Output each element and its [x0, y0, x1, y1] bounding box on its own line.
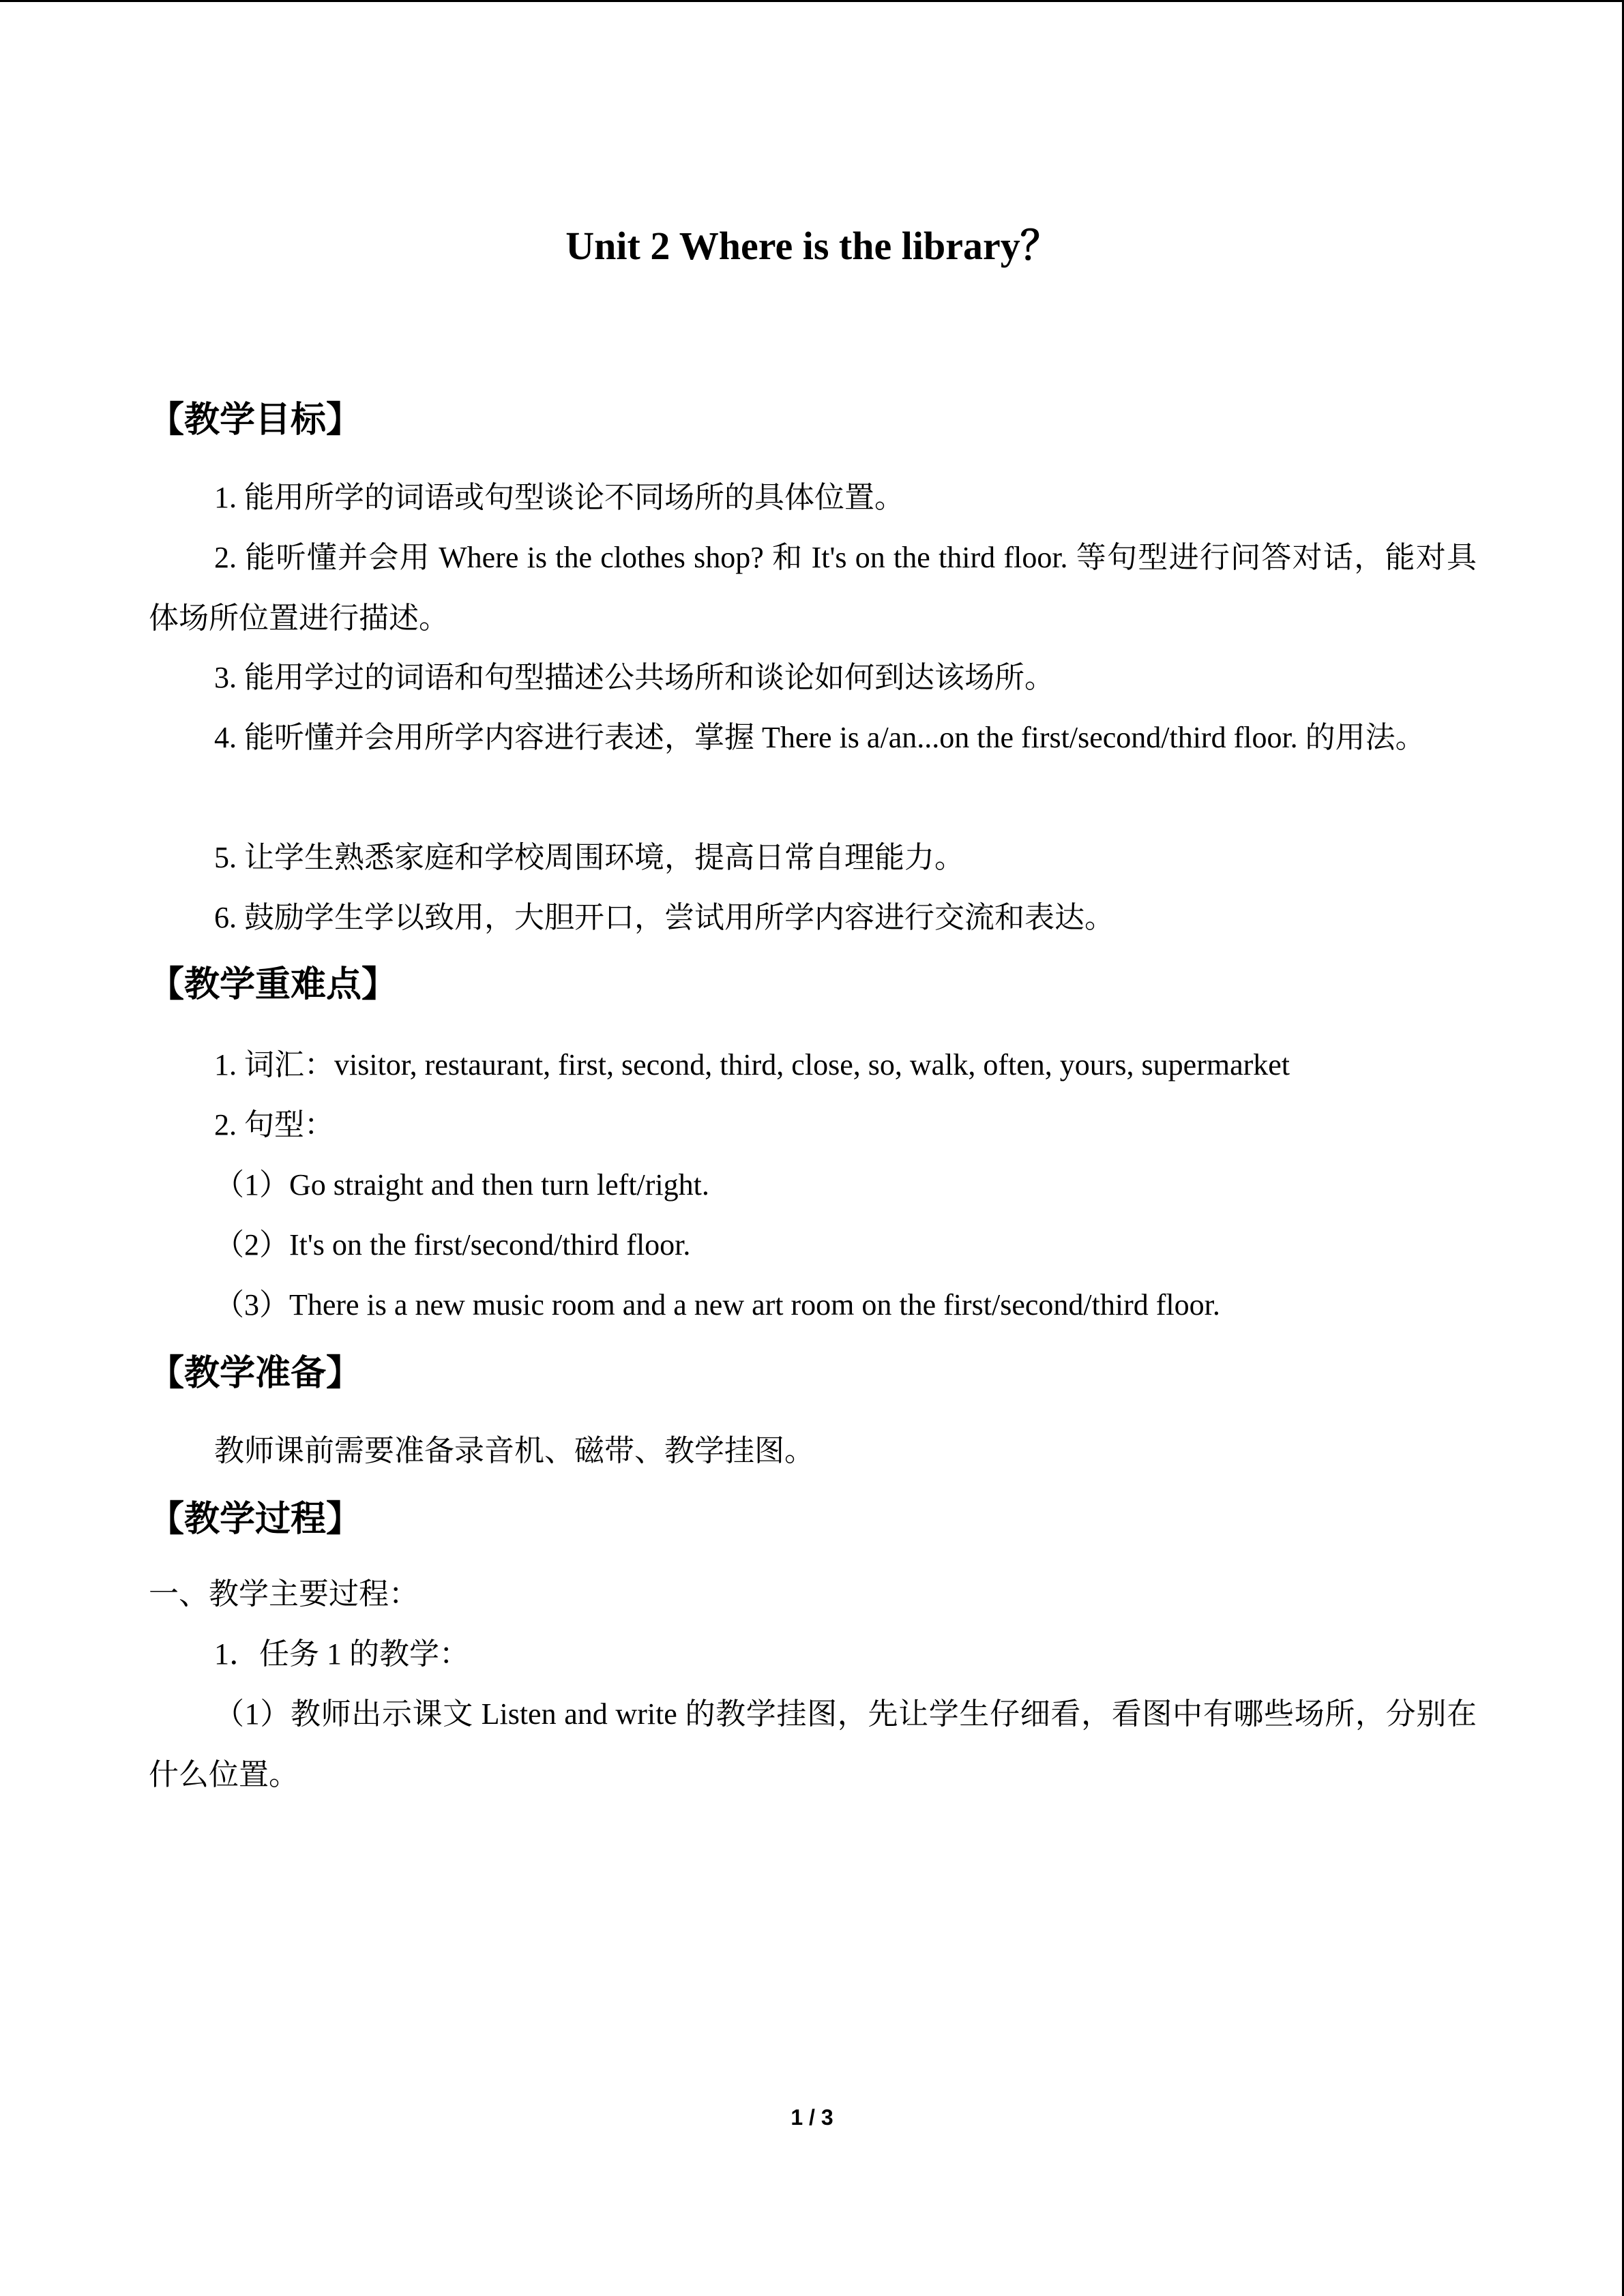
key-points-vocab: 1. 词汇：visitor, restaurant, first, second, third, close, so, walk, often, yours, supermarket	[214, 1048, 1290, 1082]
process-task-label: 1．任务 1 的教学：	[214, 1637, 469, 1671]
section-heading-key-points: 【教学重难点】	[149, 964, 398, 1005]
preparation-text: 教师课前需要准备录音机、磁带、教学挂图。	[214, 1434, 814, 1467]
objective-item-1: 1. 能用所学的词语或句型谈论不同场所的具体位置。	[214, 481, 904, 514]
objective-item-5: 5. 让学生熟悉家庭和学校周围环境，提高日常自理能力。	[214, 841, 964, 874]
pattern-item-1: （1）Go straight and then turn left/right.	[214, 1168, 709, 1202]
section-heading-objectives: 【教学目标】	[149, 400, 362, 441]
pattern-item-2: （2）It's on the first/second/third floor.	[214, 1228, 691, 1262]
page-title: Unit 2 Where is the library？	[565, 224, 1060, 268]
objective-item-3: 3. 能用学过的词语和句型描述公共场所和谈论如何到达该场所。	[214, 661, 1054, 694]
section-heading-process: 【教学过程】	[149, 1499, 362, 1540]
objective-item-6: 6. 鼓励学生学以致用，大胆开口，尝试用所学内容进行交流和表达。	[214, 901, 1114, 934]
process-task-text: （1）教师出示课文 Listen and write 的教学挂图，先让学生仔细看，看图中有哪些场所，分别在什么位置。	[149, 1697, 1477, 1791]
objective-item-2: 2. 能听懂并会用 Where is the clothes shop? 和 It's on the third floor. 等句型进行问答对话，能对具体场所位置进行描述。	[149, 541, 1477, 635]
page-number: 1 / 3	[791, 2105, 833, 2130]
process-subheading: 一、教学主要过程：	[149, 1577, 419, 1611]
section-heading-preparation: 【教学准备】	[149, 1353, 362, 1394]
objective-item-4: 4. 能听懂并会用所学内容进行表述，掌握 There is a/an...on the first/second/third floor. 的用法。	[214, 721, 1426, 754]
key-points-patterns-label: 2. 句型：	[214, 1108, 334, 1142]
pattern-item-3: （3）There is a new music room and a new art room on the first/second/third floor.	[214, 1288, 1220, 1322]
